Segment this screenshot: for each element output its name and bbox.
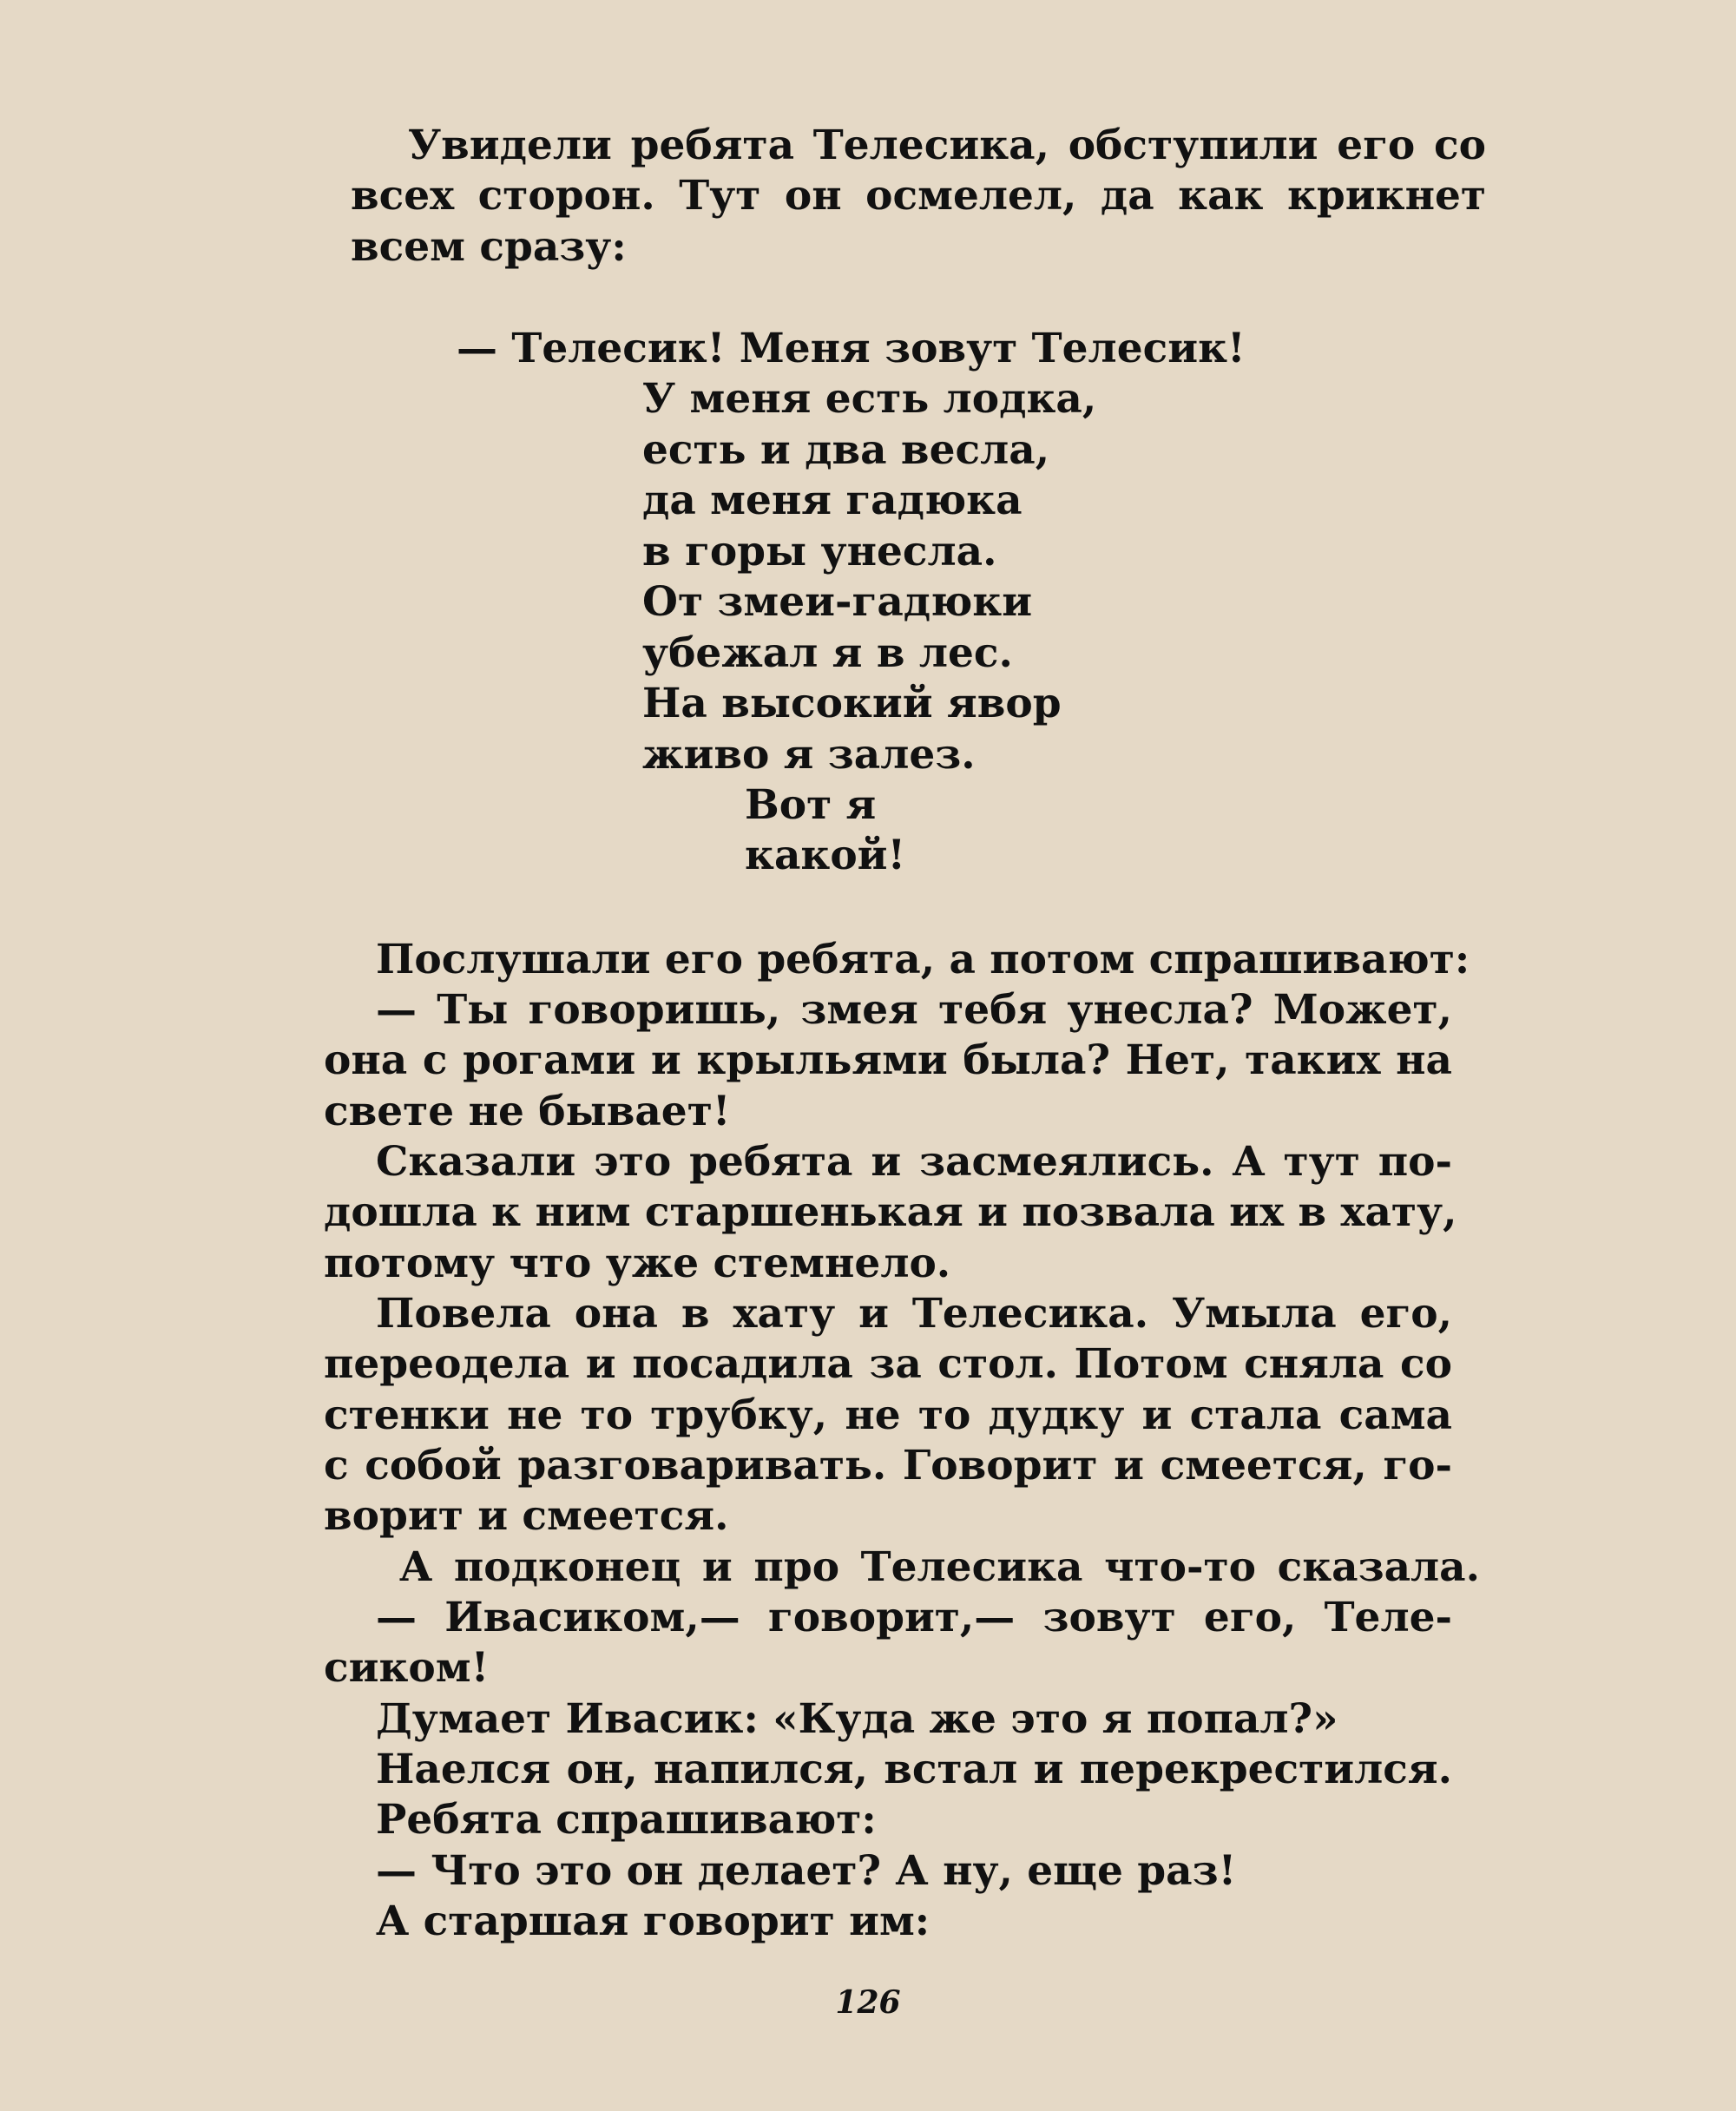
text-line: Повела она в хату и Телесика. Умыла его, xyxy=(376,1290,1452,1338)
page-number: 126 xyxy=(835,1984,901,2021)
text-line: переодела и посадила за стол. Потом сняла со xyxy=(324,1340,1452,1388)
text-line: А старшая говорит им: xyxy=(376,1897,930,1945)
text-line: ворит и смеется. xyxy=(324,1492,729,1540)
poem-line: От змеи-гадюки xyxy=(642,578,1033,626)
poem-line: да меня гадюка xyxy=(642,477,1023,524)
text-line: дошла к ним старшенькая и позвала их в хату, xyxy=(324,1188,1457,1236)
poem-line: Вот я xyxy=(745,781,877,829)
text-line: свете не бывает! xyxy=(324,1088,731,1135)
text-line: — Ты говоришь, змея тебя унесла? Может, xyxy=(376,986,1452,1034)
text-line: она с рогами и крыльями была? Нет, таких на xyxy=(324,1036,1452,1084)
text-line: стенки не то трубку, не то дудку и стала сама xyxy=(324,1391,1452,1439)
text-line: Послушали его ребята, а потом спрашивают: xyxy=(376,936,1470,983)
text-line: А подконец и про Телесика что-то сказала. xyxy=(399,1543,1480,1591)
text-line: всех сторон. Тут он осмелел, да как крикнет xyxy=(351,172,1486,220)
text-line: Сказали это ребята и засмеялись. А тут по- xyxy=(376,1138,1452,1186)
poem-line: есть и два весла, xyxy=(642,426,1050,474)
poem-line: — Телесик! Меня зовут Телесик! xyxy=(457,325,1246,372)
text-line: Наелся он, напился, встал и перекрестился. xyxy=(376,1746,1452,1793)
text-line: сиком! xyxy=(324,1644,490,1692)
text-line: Ребята спрашивают: xyxy=(376,1796,877,1844)
poem-line: убежал я в лес. xyxy=(642,629,1013,677)
text-line: Думает Ивасик: «Куда же это я попал?» xyxy=(376,1695,1338,1743)
text-line: Увидели ребята Телесика, обступили его со xyxy=(408,122,1486,169)
poem-line: живо я залез. xyxy=(642,731,976,779)
text-line: потому что уже стемнело. xyxy=(324,1240,951,1287)
poem-line: На высокий явор xyxy=(642,680,1062,727)
text-line: — Что это он делает? А ну, еще раз! xyxy=(376,1847,1237,1895)
poem-line: какой! xyxy=(745,832,906,879)
poem-line: У меня есть лодка, xyxy=(642,375,1097,423)
text-line: всем сразу: xyxy=(351,223,627,271)
text-line: — Ивасиком,— говорит,— зовут его, Теле- xyxy=(376,1594,1452,1641)
poem-line: в горы унесла. xyxy=(642,528,997,575)
text-line: с собой разговаривать. Говорит и смеется, го- xyxy=(324,1442,1452,1490)
